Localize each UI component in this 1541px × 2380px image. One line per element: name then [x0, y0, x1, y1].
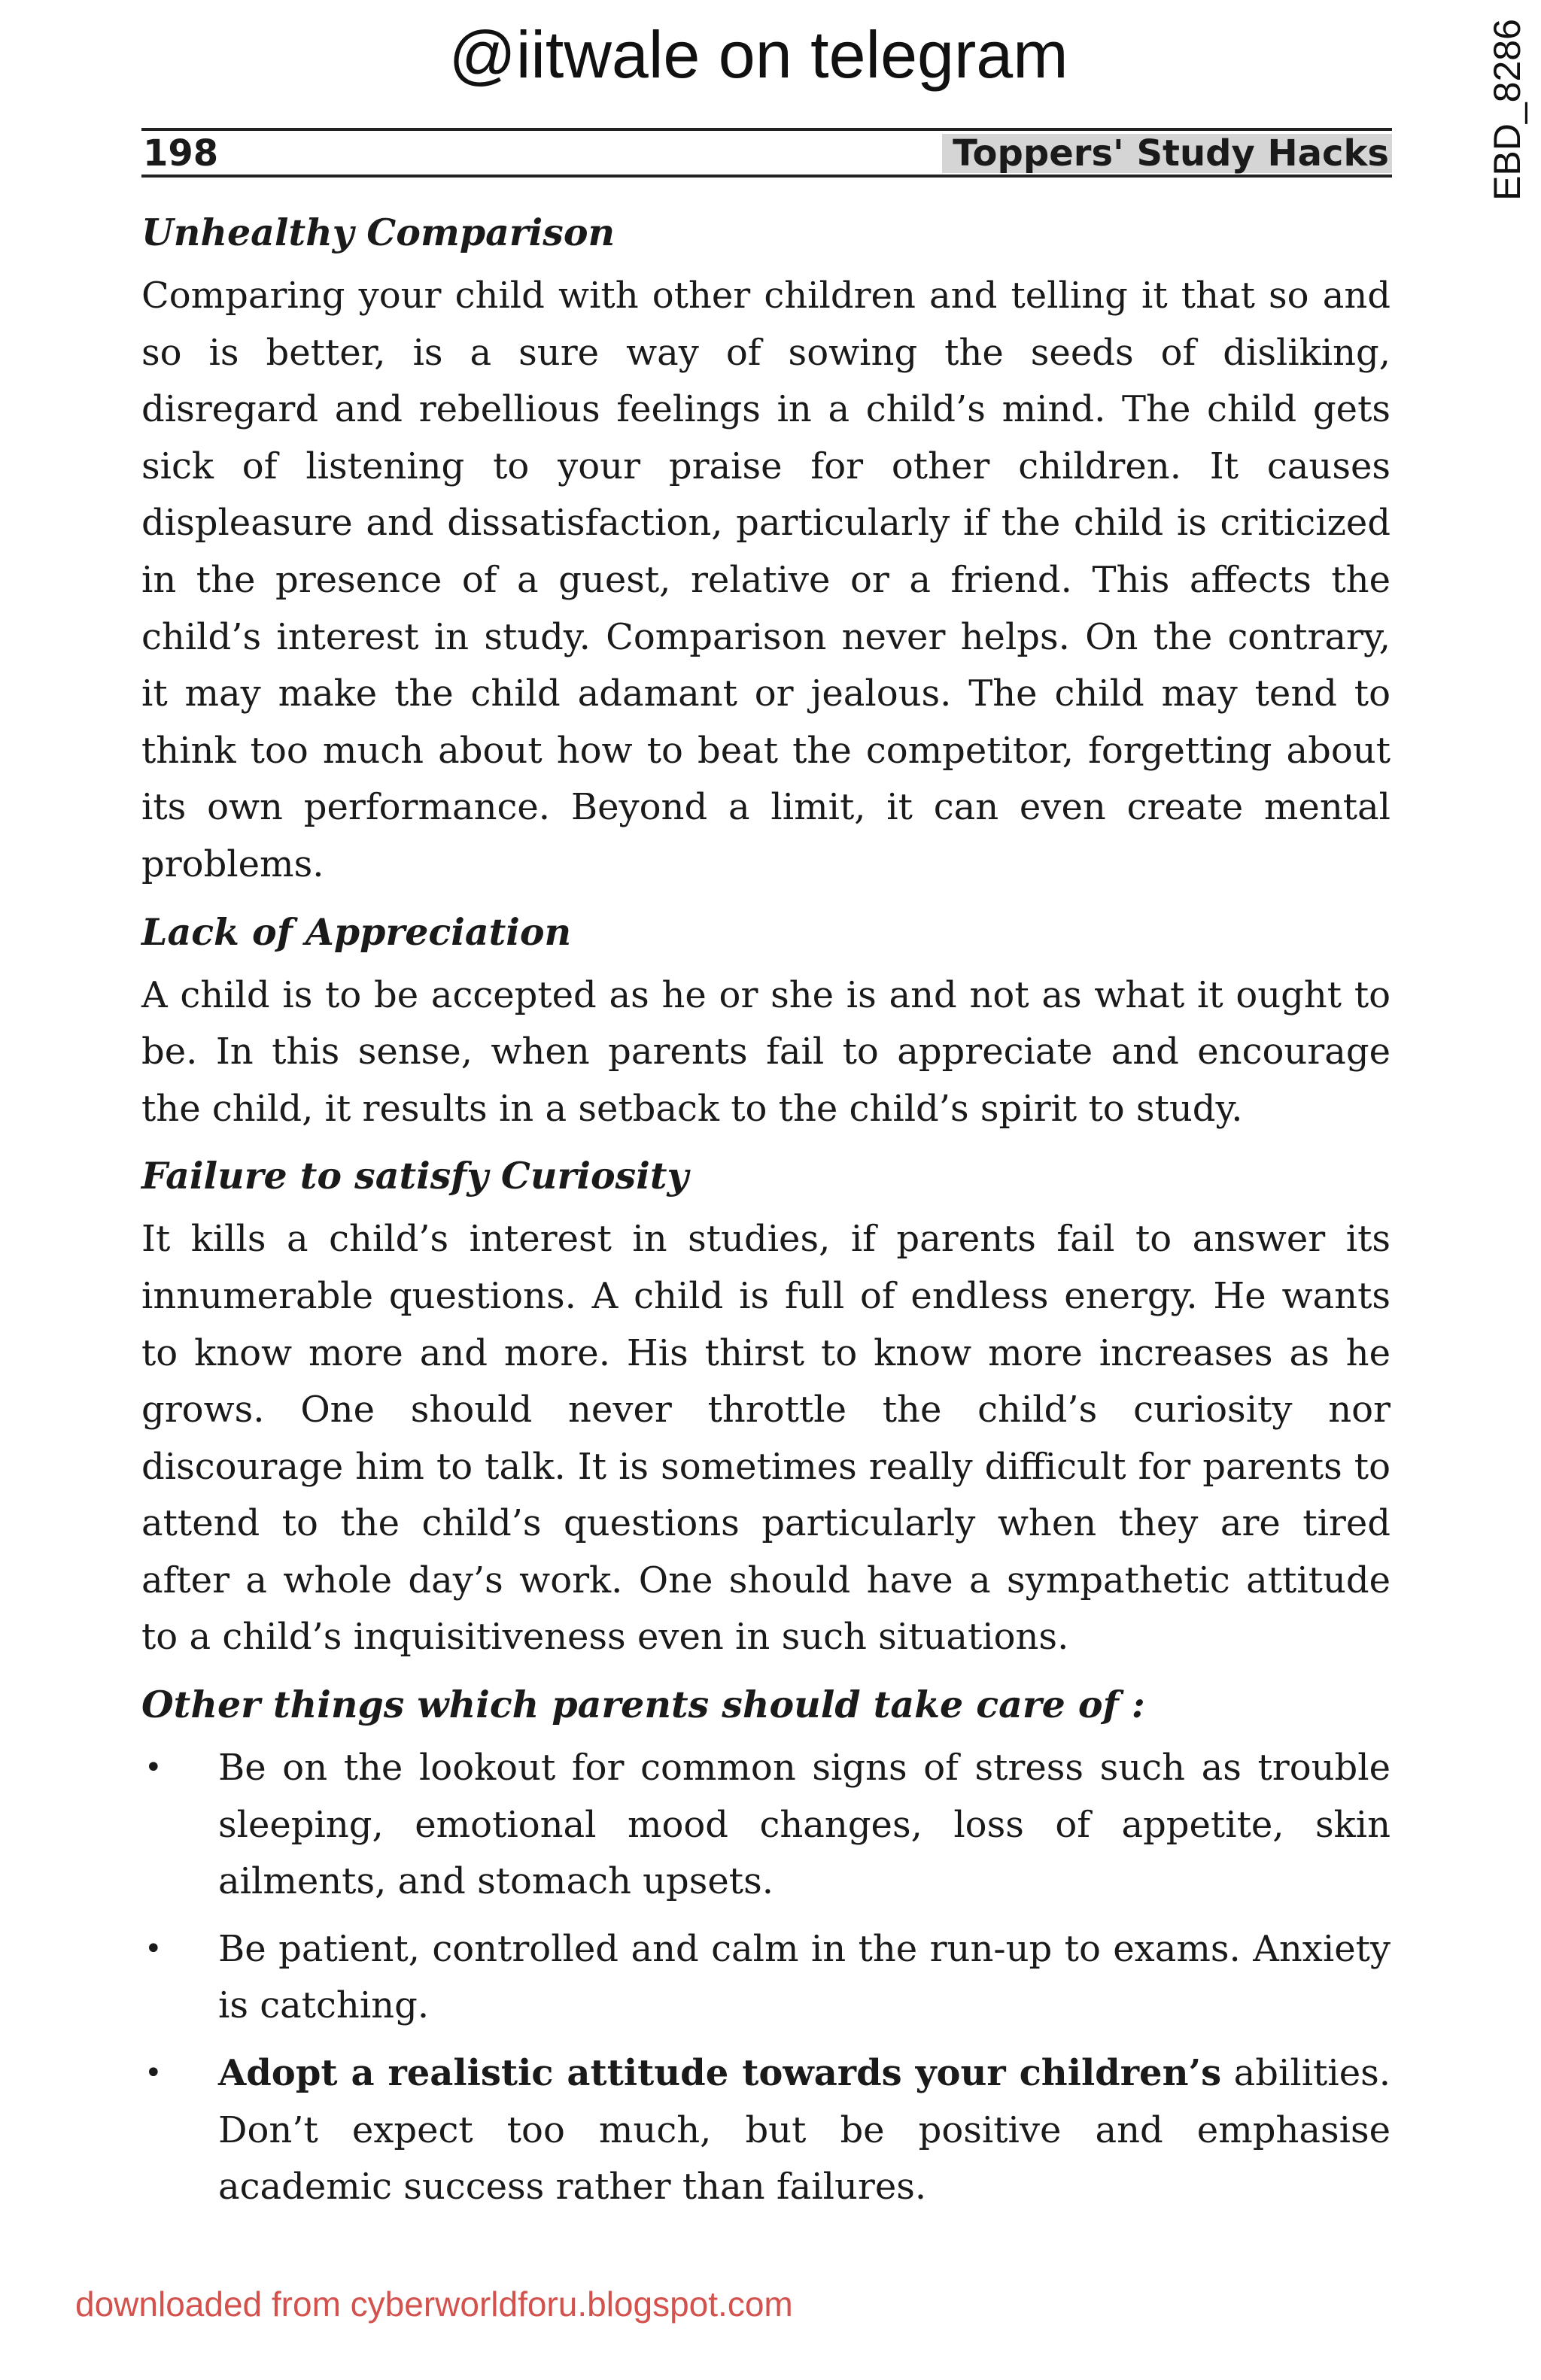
download-source-link[interactable]: downloaded from cyberworldforu.blogspot.com: [75, 2284, 793, 2324]
section-other-things: [141, 1677, 1391, 2216]
section-paragraph: A child is to be accepted as he or she is and not as what it ought to be. In this sense, when parents fail to appreciate and encourage the child, it results in a setback to the child’s spirit to study.: [141, 973, 1391, 1130]
list-item: [141, 1921, 1391, 2035]
book-title: Toppers' Study Hacks: [942, 134, 1392, 173]
side-code: [1481, 5, 1533, 215]
list-item-text: Be patient, controlled and calm in the run-up to exams. Anxiety is catching.: [218, 1927, 1391, 2027]
section-lack-of-appreciation: [141, 904, 1391, 1138]
section-paragraph: It kills a child’s interest in studies, if parents fail to answer its innumerable questions. A child is full of endless energy. He wants to know more and more. His thirst to know more increases as he grows. One should never throttle the child’s curiosity nor discourage him to talk. It is sometimes really difficult for parents to attend to the child’s questions particularly when they are tired after a whole day’s work. One should have a sympathetic attitude to a child’s inquisitiveness even in such situations.: [141, 1218, 1391, 1659]
section-heading: Unhealthy Comparison: [141, 211, 615, 254]
list-item-bold-text: Adopt a realistic attitude towards your children’s: [218, 2052, 1222, 2095]
page-number: 198: [143, 132, 219, 175]
telegram-watermark: @iitwale on telegram: [448, 17, 1068, 92]
side-code-text: EBD_8286: [1486, 19, 1528, 201]
list-item: [141, 2045, 1391, 2216]
section-heading: Other things which parents should take care of :: [141, 1683, 1145, 1727]
list-item-text: abilities. Don’t expect too much, but be positive and emphasise academic success rather than failures.: [218, 2052, 1391, 2208]
list-item-text: Be on the lookout for common signs of stress such as trouble sleeping, emotional mood changes, loss of appetite, skin ailments, and stomach upsets.: [218, 1747, 1391, 1903]
section-heading: Lack of Appreciation: [141, 909, 572, 954]
page-content: [141, 205, 1391, 2227]
tips-list: [141, 1740, 1391, 2216]
list-item: [141, 1740, 1391, 1911]
bullet-icon: •: [144, 1931, 163, 1966]
bullet-icon: •: [144, 1750, 163, 1786]
section-unhealthy-comparison: [141, 205, 1391, 894]
section-failure-to-satisfy-curiosity: [141, 1148, 1391, 1666]
running-header: [141, 128, 1392, 178]
section-heading: Failure to satisfy Curiosity: [141, 1154, 688, 1198]
bullet-icon: •: [144, 2056, 163, 2091]
section-paragraph: Comparing your child with other children and telling it that so and so is better, is a sure way of sowing the seeds of disliking, disregard and rebellious feelings in a child’s mind. The child gets sick of listening to your praise for other children. It causes displeasure and dissatisfaction, particularly if the child is criticized in the presence of a guest, relative or a friend. This affects the child’s interest in study. Comparison never helps. On the contrary, it may make the child adamant or jealous. The child may tend to think too much about how to beat the competitor, forgetting about its own performance. Beyond a limit, it can even create mental problems.: [141, 275, 1391, 885]
